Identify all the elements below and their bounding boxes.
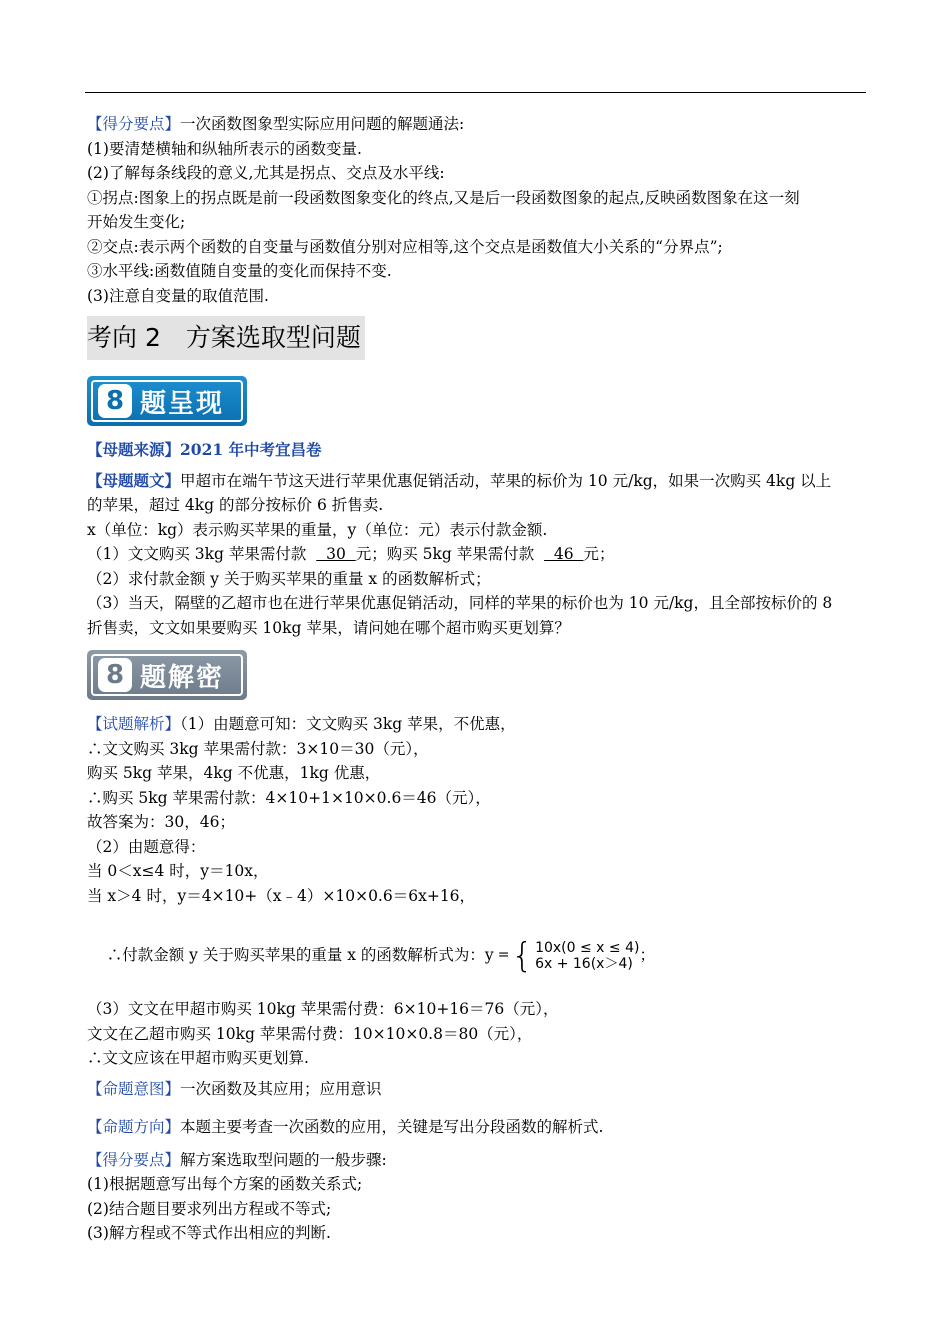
analysis-line: 当 0＜x≤4 时，y＝10x， (87, 862, 269, 880)
equals-sign: = (497, 947, 510, 964)
problem-line-3: x（单位：kg）表示购买苹果的重量，y（单位：元）表示付款金额. (87, 520, 548, 539)
direction-line (87, 1115, 867, 1140)
analysis-line: 故答案为：30，46； (87, 813, 235, 831)
scoring-line: ②交点:表示两个函数的自变量与函数值分别对应相等,这个交点是函数值大小关系的“分界点”; (87, 237, 723, 256)
source-label: 【母题来源】 (87, 440, 181, 459)
analysis-line: ∴文文购买 3kg 苹果需付款：3×10＝30（元）， (87, 739, 429, 758)
document-body (87, 112, 867, 1246)
problem-line-2: 的苹果，超过 4kg 的部分按标价 6 折售卖. (87, 496, 384, 514)
intent-line (87, 1077, 867, 1102)
left-brace-icon: { (511, 935, 534, 976)
function-intro: ∴付款金额 y 关于购买苹果的重量 x 的函数解析式为：y (106, 945, 494, 964)
problem-text: 甲超市在端午节这天进行苹果优惠促销活动，苹果的标价为 10 元/kg，如果一次购买 4kg 以上 (180, 471, 832, 490)
solution-banner (87, 650, 247, 700)
analysis-text: （1）由题意可知：文文购买 3kg 苹果，不优惠， (180, 715, 516, 733)
analysis-line: 文文在乙超市购买 10kg 苹果需付费：10×10×0.8＝80（元）， (87, 1024, 533, 1043)
scoring-line: (2)了解每条线段的意义,尤其是拐点、交点及水平线: (87, 164, 445, 182)
intent-text: 一次函数及其应用；应用意识 (180, 1079, 382, 1098)
analysis-line: ∴购买 5kg 苹果需付款：4×10+1×10×0.6＝46（元）， (87, 788, 491, 807)
q1-answer-2: 46 (544, 545, 584, 563)
q1-text: （1）文文购买 3kg 苹果需付款 (87, 545, 317, 563)
analysis-first-line (87, 712, 867, 737)
header-rule (85, 92, 866, 93)
function-expression-line (87, 914, 867, 997)
scoring-points-heading (87, 112, 867, 137)
problem-label: 【母题题文】 (87, 470, 181, 490)
question-2: （2）求付款金额 y 关于购买苹果的重量 x 的函数解析式； (87, 569, 491, 588)
scoring-line: (1)根据题意写出每个方案的函数关系式; (87, 1175, 363, 1193)
q1-text: 元； (583, 545, 615, 563)
scoring-points-lead: 一次函数图象型实际应用问题的解题通法: (180, 115, 465, 133)
scoring-points-lead: 解方案选取型问题的一般步骤: (180, 1150, 387, 1169)
scoring-line: (1)要清楚横轴和纵轴所表示的函数变量. (87, 139, 362, 158)
analysis-line: ∴文文应该在甲超市购买更划算. (87, 1049, 309, 1067)
scoring-line: 开始发生变化; (87, 213, 186, 231)
question-3-line-2: 折售卖，文文如果要购买 10kg 苹果，请问她在哪个超市购买更划算？ (87, 618, 570, 637)
banner-text: 题解密 (140, 662, 225, 693)
eight-badge-icon: 8 (98, 384, 132, 418)
case-2: 6x + 16(x＞4) (535, 955, 633, 972)
analysis-line: （2）由题意得： (87, 837, 206, 856)
analysis-line: （3）文文在甲超市购买 10kg 苹果需付费：6×10+16＝76（元）， (87, 1000, 559, 1018)
banner-text: 题呈现 (140, 388, 225, 419)
analysis-line: 购买 5kg 苹果，4kg 不优惠，1kg 优惠， (87, 764, 381, 782)
source-text: 2021 年中考宜昌卷 (180, 440, 322, 459)
piecewise-function (497, 935, 640, 976)
scoring-line: ③水平线:函数值随自变量的变化而保持不变. (87, 262, 392, 280)
scoring-line: ①拐点:图象上的拐点既是前一段函数图象变化的终点,又是后一段函数图象的起点,反映函数图象在这一刻 (87, 188, 800, 207)
scoring-line: (3)注意自变量的取值范围. (87, 286, 269, 305)
q1-text: 元；购买 5kg 苹果需付款 (355, 545, 545, 563)
analysis-label: 【试题解析】 (87, 715, 181, 733)
section-title: 考向 2 方案选取型问题 (87, 316, 365, 360)
intent-label: 【命题意图】 (87, 1079, 181, 1098)
problem-line-1 (87, 469, 867, 494)
problem-present-banner (87, 376, 247, 426)
scoring-points-label: 【得分要点】 (87, 1150, 181, 1169)
scoring-line: (2)结合题目要求列出方程或不等式; (87, 1199, 332, 1218)
direction-label: 【命题方向】 (87, 1118, 181, 1136)
scoring-points-2-heading (87, 1148, 867, 1173)
problem-source (87, 438, 867, 463)
function-end: ； (639, 945, 655, 964)
question-3-line-1: （3）当天，隔壁的乙超市也在进行苹果优惠促销活动，同样的苹果的标价也为 10 元/kg，且全部按标价的 8 (87, 594, 833, 612)
q1-answer-1: 30 (316, 545, 356, 563)
case-1: 10x(0 ≤ x ≤ 4) (535, 939, 640, 956)
scoring-points-label: 【得分要点】 (87, 115, 181, 133)
question-1 (87, 542, 867, 567)
scoring-line: (3)解方程或不等式作出相应的判断. (87, 1224, 331, 1242)
analysis-line: 当 x＞4 时，y＝4×10+（x﹣4）×10×0.6＝6x+16， (87, 886, 476, 905)
direction-text: 本题主要考查一次函数的应用，关键是写出分段函数的解析式. (180, 1118, 604, 1136)
eight-badge-icon: 8 (98, 658, 132, 692)
